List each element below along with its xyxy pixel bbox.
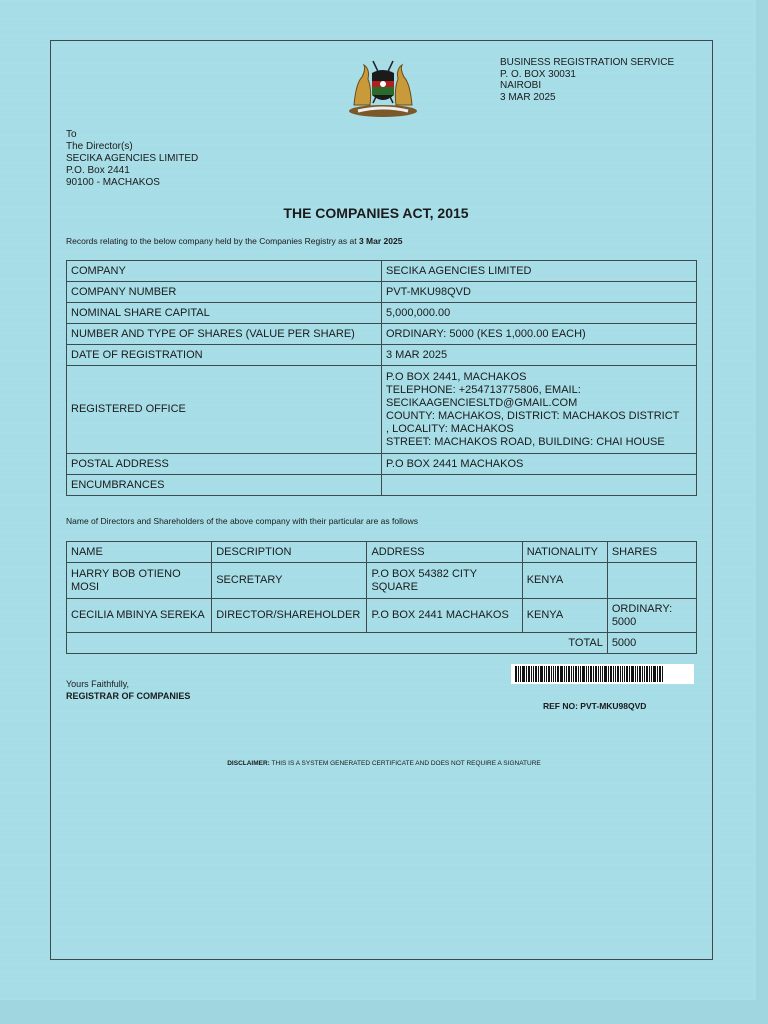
total-label: TOTAL bbox=[67, 633, 608, 654]
recipient-line: The Director(s) bbox=[66, 141, 133, 152]
barcode-bar bbox=[535, 666, 537, 682]
row-value: ORDINARY: 5000 (KES 1,000.00 EACH) bbox=[382, 324, 697, 345]
column-header: SHARES bbox=[607, 542, 696, 563]
row-label: NUMBER AND TYPE OF SHARES (VALUE PER SHARE) bbox=[67, 324, 382, 345]
office-line: STREET: MACHAKOS ROAD, BUILDING: CHAI HOUSE bbox=[386, 435, 665, 448]
barcode-bar bbox=[586, 666, 587, 682]
barcode-bar bbox=[595, 666, 597, 682]
row-label: COMPANY NUMBER bbox=[67, 282, 382, 303]
barcode-bar bbox=[568, 666, 570, 682]
total-value: 5000 bbox=[607, 633, 696, 654]
director-shares bbox=[607, 563, 696, 599]
director-nationality: KENYA bbox=[522, 599, 607, 633]
barcode-bar bbox=[515, 666, 517, 682]
table-row bbox=[67, 282, 697, 303]
row-value: PVT-MKU98QVD bbox=[382, 282, 697, 303]
row-value: 5,000,000.00 bbox=[382, 303, 697, 324]
barcode-bar bbox=[635, 666, 636, 682]
table-row bbox=[67, 345, 697, 366]
barcode-bar bbox=[617, 666, 619, 682]
barcode-bar bbox=[600, 666, 601, 682]
barcode-bar bbox=[626, 666, 628, 682]
page-title: THE COMPANIES ACT, 2015 bbox=[283, 205, 469, 221]
table-row bbox=[67, 303, 697, 324]
barcode-bar bbox=[604, 666, 607, 682]
barcode-bar bbox=[546, 666, 547, 682]
barcode-bar bbox=[560, 666, 563, 682]
barcode-bar bbox=[631, 666, 634, 682]
office-line: SECIKAAGENCIESLTD@GMAIL.COM bbox=[386, 396, 578, 409]
office-line: P.O BOX 2441, MACHAKOS bbox=[386, 370, 527, 383]
director-address: P.O BOX 54382 CITY SQUARE bbox=[367, 563, 522, 599]
barcode-bar bbox=[548, 666, 550, 682]
office-line: TELEPHONE: +254713775806, EMAIL: bbox=[386, 383, 581, 396]
barcode-bar bbox=[657, 666, 658, 682]
director-description: DIRECTOR/SHAREHOLDER bbox=[212, 599, 367, 633]
row-value: SECIKA AGENCIES LIMITED bbox=[382, 261, 697, 282]
directors-table bbox=[66, 541, 697, 654]
barcode-bar bbox=[564, 666, 565, 682]
barcode-bar bbox=[629, 666, 630, 682]
barcode-bar bbox=[580, 666, 581, 682]
row-value: P.O BOX 2441 MACHAKOS bbox=[382, 454, 697, 475]
barcode-bar bbox=[622, 666, 623, 682]
column-header: DESCRIPTION bbox=[212, 542, 367, 563]
barcode-bar bbox=[557, 666, 559, 682]
column-header: NAME bbox=[67, 542, 212, 563]
barcode-bar bbox=[526, 666, 527, 682]
director-description: SECRETARY bbox=[212, 563, 367, 599]
barcode-bar bbox=[520, 666, 521, 682]
barcode-bar bbox=[538, 666, 539, 682]
barcode-bar bbox=[575, 666, 577, 682]
records-intro-text: Records relating to the below company held by the Companies Registry as at bbox=[66, 236, 357, 246]
barcode-bar bbox=[528, 666, 530, 682]
barcode-bar bbox=[555, 666, 556, 682]
table-row bbox=[67, 475, 697, 496]
barcode-bar bbox=[518, 666, 519, 682]
table-row bbox=[67, 366, 697, 454]
director-name: HARRY BOB OTIENO MOSI bbox=[67, 563, 212, 599]
barcode-bar bbox=[659, 666, 661, 682]
table-header-row bbox=[67, 542, 697, 563]
coat-of-arms-icon bbox=[344, 55, 422, 119]
table-row bbox=[67, 563, 697, 599]
director-shares: ORDINARY: 5000 bbox=[607, 599, 696, 633]
issuer-line: BUSINESS REGISTRATION SERVICE bbox=[500, 57, 675, 68]
reference-number: REF NO: PVT-MKU98QVD bbox=[543, 701, 647, 711]
barcode-bar bbox=[649, 666, 650, 682]
signoff-title: REGISTRAR OF COMPANIES bbox=[66, 691, 191, 701]
barcode-bar bbox=[642, 666, 643, 682]
table-row bbox=[67, 454, 697, 475]
barcode-bar bbox=[573, 666, 574, 682]
disclaimer-text: THIS IS A SYSTEM GENERATED CERTIFICATE AND DOES NOT REQUIRE A SIGNATURE bbox=[271, 760, 541, 767]
barcode-bar bbox=[593, 666, 594, 682]
barcode-icon bbox=[511, 664, 694, 684]
barcode-bar bbox=[522, 666, 525, 682]
barcode-bar bbox=[613, 666, 614, 682]
director-nationality: KENYA bbox=[522, 563, 607, 599]
row-label: DATE OF REGISTRATION bbox=[67, 345, 382, 366]
recipient-line: SECIKA AGENCIES LIMITED bbox=[66, 153, 199, 164]
row-label: REGISTERED OFFICE bbox=[67, 366, 382, 454]
column-header: ADDRESS bbox=[367, 542, 522, 563]
issue-date: 3 MAR 2025 bbox=[500, 91, 556, 103]
barcode-bar bbox=[620, 666, 621, 682]
recipient-line: P.O. Box 2441 bbox=[66, 165, 130, 176]
recipient-line: 90100 - MACHAKOS bbox=[66, 177, 160, 188]
recipient-address bbox=[66, 129, 198, 189]
registered-office-value bbox=[382, 366, 697, 454]
barcode-bar bbox=[624, 666, 625, 682]
disclaimer bbox=[6, 760, 762, 767]
barcode-bar bbox=[608, 666, 609, 682]
barcode-bar bbox=[602, 666, 603, 682]
barcode-bar bbox=[646, 666, 648, 682]
barcode-bar bbox=[610, 666, 612, 682]
barcode-bar bbox=[551, 666, 552, 682]
disclaimer-label: DISCLAIMER: bbox=[227, 760, 270, 767]
barcode-bar bbox=[533, 666, 534, 682]
table-row bbox=[67, 324, 697, 345]
barcode-bar bbox=[582, 666, 585, 682]
row-value bbox=[382, 475, 697, 496]
signoff bbox=[66, 678, 190, 702]
barcode-bar bbox=[571, 666, 572, 682]
barcode-bar bbox=[653, 666, 656, 682]
total-row bbox=[67, 633, 697, 654]
recipient-to: To bbox=[66, 129, 77, 140]
records-intro bbox=[66, 236, 402, 246]
barcode-bars bbox=[515, 666, 690, 682]
barcode-bar bbox=[544, 666, 545, 682]
issuer-line: P. O. BOX 30031 bbox=[500, 68, 576, 80]
barcode-bar bbox=[637, 666, 638, 682]
records-date: 3 Mar 2025 bbox=[358, 236, 403, 246]
barcode-bar bbox=[566, 666, 567, 682]
office-line: , LOCALITY: MACHAKOS bbox=[386, 422, 514, 435]
barcode-bar bbox=[588, 666, 589, 682]
column-header: NATIONALITY bbox=[522, 542, 607, 563]
signoff-line: Yours Faithfully, bbox=[66, 679, 130, 689]
row-label: COMPANY bbox=[67, 261, 382, 282]
barcode-bar bbox=[615, 666, 616, 682]
issuer-address bbox=[500, 57, 674, 103]
barcode-bar bbox=[540, 666, 543, 682]
barcode-bar bbox=[651, 666, 652, 682]
row-label: ENCUMBRANCES bbox=[67, 475, 382, 496]
table-row bbox=[67, 599, 697, 633]
barcode-bar bbox=[553, 666, 554, 682]
row-value: 3 MAR 2025 bbox=[382, 345, 697, 366]
barcode-bar bbox=[590, 666, 592, 682]
issuer-line: NAIROBI bbox=[500, 80, 542, 91]
barcode-bar bbox=[644, 666, 645, 682]
director-name: CECILIA MBINYA SEREKA bbox=[67, 599, 212, 633]
office-line: COUNTY: MACHAKOS, DISTRICT: MACHAKOS DISTRICT bbox=[386, 409, 680, 422]
row-label: NOMINAL SHARE CAPITAL bbox=[67, 303, 382, 324]
barcode-bar bbox=[662, 666, 663, 682]
table-row bbox=[67, 261, 697, 282]
barcode-bar bbox=[639, 666, 641, 682]
barcode-bar bbox=[531, 666, 532, 682]
barcode-bar bbox=[598, 666, 599, 682]
row-label: POSTAL ADDRESS bbox=[67, 454, 382, 475]
company-details-table bbox=[66, 260, 697, 496]
director-address: P.O BOX 2441 MACHAKOS bbox=[367, 599, 522, 633]
directors-intro: Name of Directors and Shareholders of the above company with their particular are as follows bbox=[66, 516, 418, 526]
barcode-bar bbox=[578, 666, 579, 682]
